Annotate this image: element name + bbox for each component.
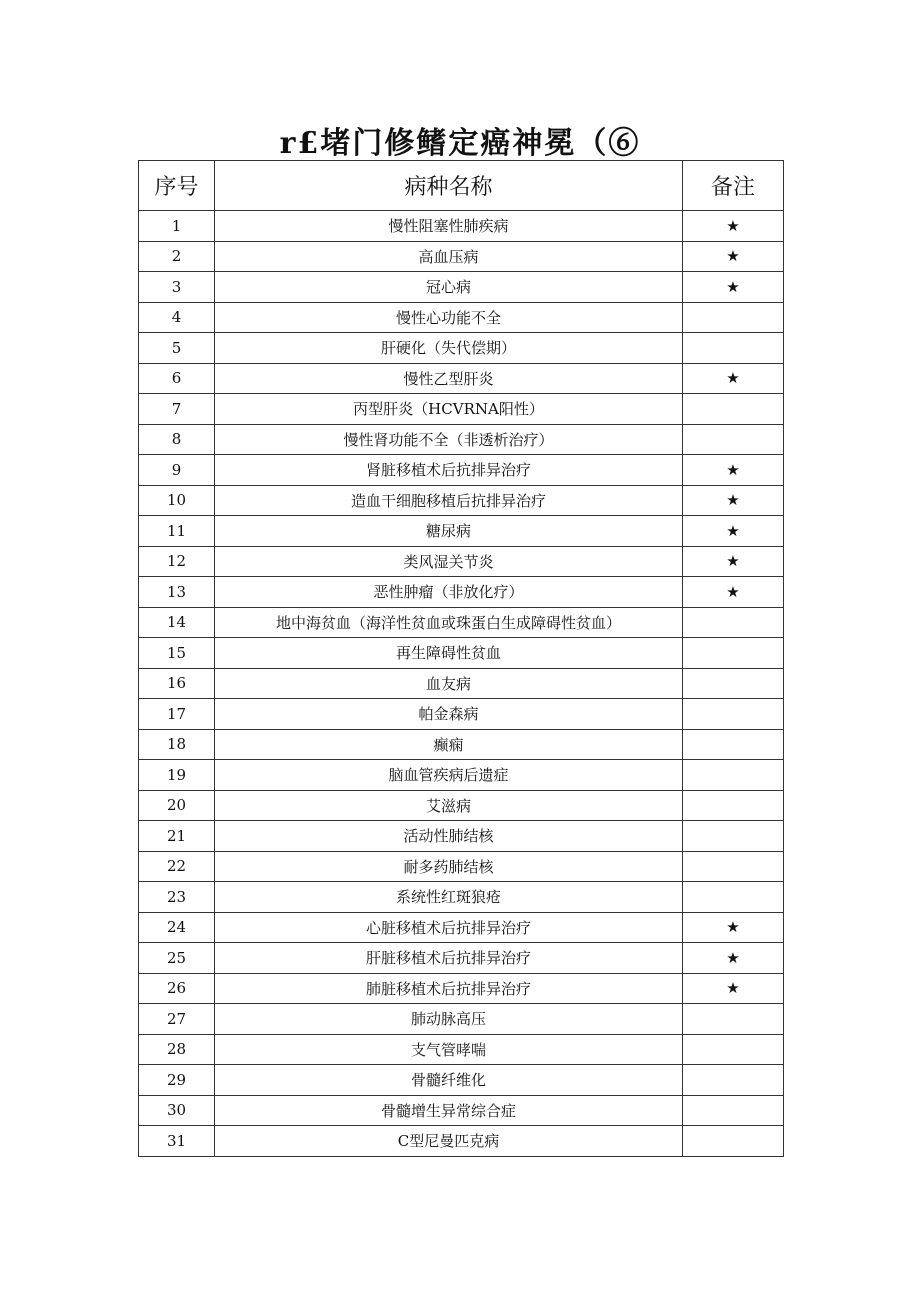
disease-name: 地中海贫血（海洋性贫血或珠蛋白生成障碍性贫血） — [215, 607, 683, 638]
disease-name: 骨髓纤维化 — [215, 1065, 683, 1096]
row-number: 7 — [139, 394, 215, 425]
disease-name: 肺动脉高压 — [215, 1004, 683, 1035]
star-icon: ★ — [683, 485, 784, 516]
table-row — [139, 1034, 784, 1065]
row-number: 29 — [139, 1065, 215, 1096]
table-row — [139, 241, 784, 272]
disease-name: 慢性乙型肝炎 — [215, 363, 683, 394]
disease-name: 支气管哮喘 — [215, 1034, 683, 1065]
note-cell — [683, 699, 784, 730]
table-row — [139, 455, 784, 486]
disease-name: 糖尿病 — [215, 516, 683, 547]
row-number: 24 — [139, 912, 215, 943]
table-row — [139, 607, 784, 638]
table-row — [139, 1065, 784, 1096]
star-icon: ★ — [683, 973, 784, 1004]
note-cell — [683, 821, 784, 852]
row-number: 22 — [139, 851, 215, 882]
disease-name: 帕金森病 — [215, 699, 683, 730]
disease-name: 冠心病 — [215, 272, 683, 303]
row-number: 25 — [139, 943, 215, 974]
disease-name: C型尼曼匹克病 — [215, 1126, 683, 1157]
note-cell — [683, 1095, 784, 1126]
star-icon: ★ — [683, 455, 784, 486]
note-cell — [683, 333, 784, 364]
table-row — [139, 943, 784, 974]
star-icon: ★ — [683, 363, 784, 394]
disease-name: 艾滋病 — [215, 790, 683, 821]
note-cell — [683, 394, 784, 425]
table-row — [139, 302, 784, 333]
table-row — [139, 272, 784, 303]
note-cell — [683, 760, 784, 791]
disease-name: 系统性红斑狼疮 — [215, 882, 683, 913]
row-number: 14 — [139, 607, 215, 638]
table-row — [139, 851, 784, 882]
table-row — [139, 821, 784, 852]
table-row — [139, 882, 784, 913]
disease-name: 耐多药肺结核 — [215, 851, 683, 882]
note-cell — [683, 607, 784, 638]
star-icon: ★ — [683, 546, 784, 577]
row-number: 2 — [139, 241, 215, 272]
table-row — [139, 1126, 784, 1157]
disease-name: 造血干细胞移植后抗排异治疗 — [215, 485, 683, 516]
note-cell — [683, 668, 784, 699]
table-row — [139, 760, 784, 791]
disease-name: 再生障碍性贫血 — [215, 638, 683, 669]
note-cell — [683, 302, 784, 333]
star-icon: ★ — [683, 516, 784, 547]
row-number: 10 — [139, 485, 215, 516]
star-icon: ★ — [683, 577, 784, 608]
table-row — [139, 973, 784, 1004]
disease-name: 类风湿关节炎 — [215, 546, 683, 577]
row-number: 26 — [139, 973, 215, 1004]
star-icon: ★ — [683, 912, 784, 943]
row-number: 21 — [139, 821, 215, 852]
table-row — [139, 668, 784, 699]
table-row — [139, 211, 784, 242]
header-name: 病种名称 — [215, 161, 683, 211]
disease-name: 肝硬化（失代偿期） — [215, 333, 683, 364]
disease-name: 血友病 — [215, 668, 683, 699]
disease-name: 高血压病 — [215, 241, 683, 272]
table-body — [139, 211, 784, 1157]
table-row — [139, 516, 784, 547]
row-number: 1 — [139, 211, 215, 242]
table-row — [139, 699, 784, 730]
row-number: 15 — [139, 638, 215, 669]
disease-name: 慢性阻塞性肺疾病 — [215, 211, 683, 242]
row-number: 23 — [139, 882, 215, 913]
row-number: 13 — [139, 577, 215, 608]
row-number: 3 — [139, 272, 215, 303]
table-row — [139, 363, 784, 394]
table-row — [139, 790, 784, 821]
disease-name: 癫痫 — [215, 729, 683, 760]
note-cell — [683, 1034, 784, 1065]
row-number: 30 — [139, 1095, 215, 1126]
disease-name: 脑血管疾病后遗症 — [215, 760, 683, 791]
note-cell — [683, 729, 784, 760]
disease-name: 慢性心功能不全 — [215, 302, 683, 333]
row-number: 18 — [139, 729, 215, 760]
disease-name: 骨髓增生异常综合症 — [215, 1095, 683, 1126]
row-number: 31 — [139, 1126, 215, 1157]
star-icon: ★ — [683, 241, 784, 272]
row-number: 11 — [139, 516, 215, 547]
note-cell — [683, 1126, 784, 1157]
table-row — [139, 638, 784, 669]
note-cell — [683, 1065, 784, 1096]
row-number: 8 — [139, 424, 215, 455]
table-row — [139, 546, 784, 577]
disease-table — [138, 160, 784, 1157]
note-cell — [683, 790, 784, 821]
star-icon: ★ — [683, 272, 784, 303]
table-row — [139, 1095, 784, 1126]
disease-name: 心脏移植术后抗排异治疗 — [215, 912, 683, 943]
table-row — [139, 577, 784, 608]
note-cell — [683, 851, 784, 882]
header-note: 备注 — [683, 161, 784, 211]
row-number: 28 — [139, 1034, 215, 1065]
table-row — [139, 485, 784, 516]
disease-name: 丙型肝炎（HCVRNA阳性） — [215, 394, 683, 425]
row-number: 6 — [139, 363, 215, 394]
note-cell — [683, 882, 784, 913]
row-number: 5 — [139, 333, 215, 364]
row-number: 27 — [139, 1004, 215, 1035]
star-icon: ★ — [683, 943, 784, 974]
header-number: 序号 — [139, 161, 215, 211]
table-row — [139, 1004, 784, 1035]
table-row — [139, 333, 784, 364]
row-number: 16 — [139, 668, 215, 699]
table-row — [139, 394, 784, 425]
table-row — [139, 424, 784, 455]
row-number: 12 — [139, 546, 215, 577]
row-number: 4 — [139, 302, 215, 333]
note-cell — [683, 1004, 784, 1035]
row-number: 17 — [139, 699, 215, 730]
disease-name: 活动性肺结核 — [215, 821, 683, 852]
page-title: r£堵门修鳍定癌神冕（⑥ — [279, 126, 641, 161]
disease-name: 肝脏移植术后抗排异治疗 — [215, 943, 683, 974]
disease-name: 肺脏移植术后抗排异治疗 — [215, 973, 683, 1004]
disease-name: 肾脏移植术后抗排异治疗 — [215, 455, 683, 486]
table-row — [139, 912, 784, 943]
disease-name: 慢性肾功能不全（非透析治疗） — [215, 424, 683, 455]
table-header-row — [139, 161, 784, 211]
note-cell — [683, 638, 784, 669]
disease-name: 恶性肿瘤（非放化疗） — [215, 577, 683, 608]
row-number: 19 — [139, 760, 215, 791]
row-number: 20 — [139, 790, 215, 821]
table-row — [139, 729, 784, 760]
row-number: 9 — [139, 455, 215, 486]
star-icon: ★ — [683, 211, 784, 242]
note-cell — [683, 424, 784, 455]
